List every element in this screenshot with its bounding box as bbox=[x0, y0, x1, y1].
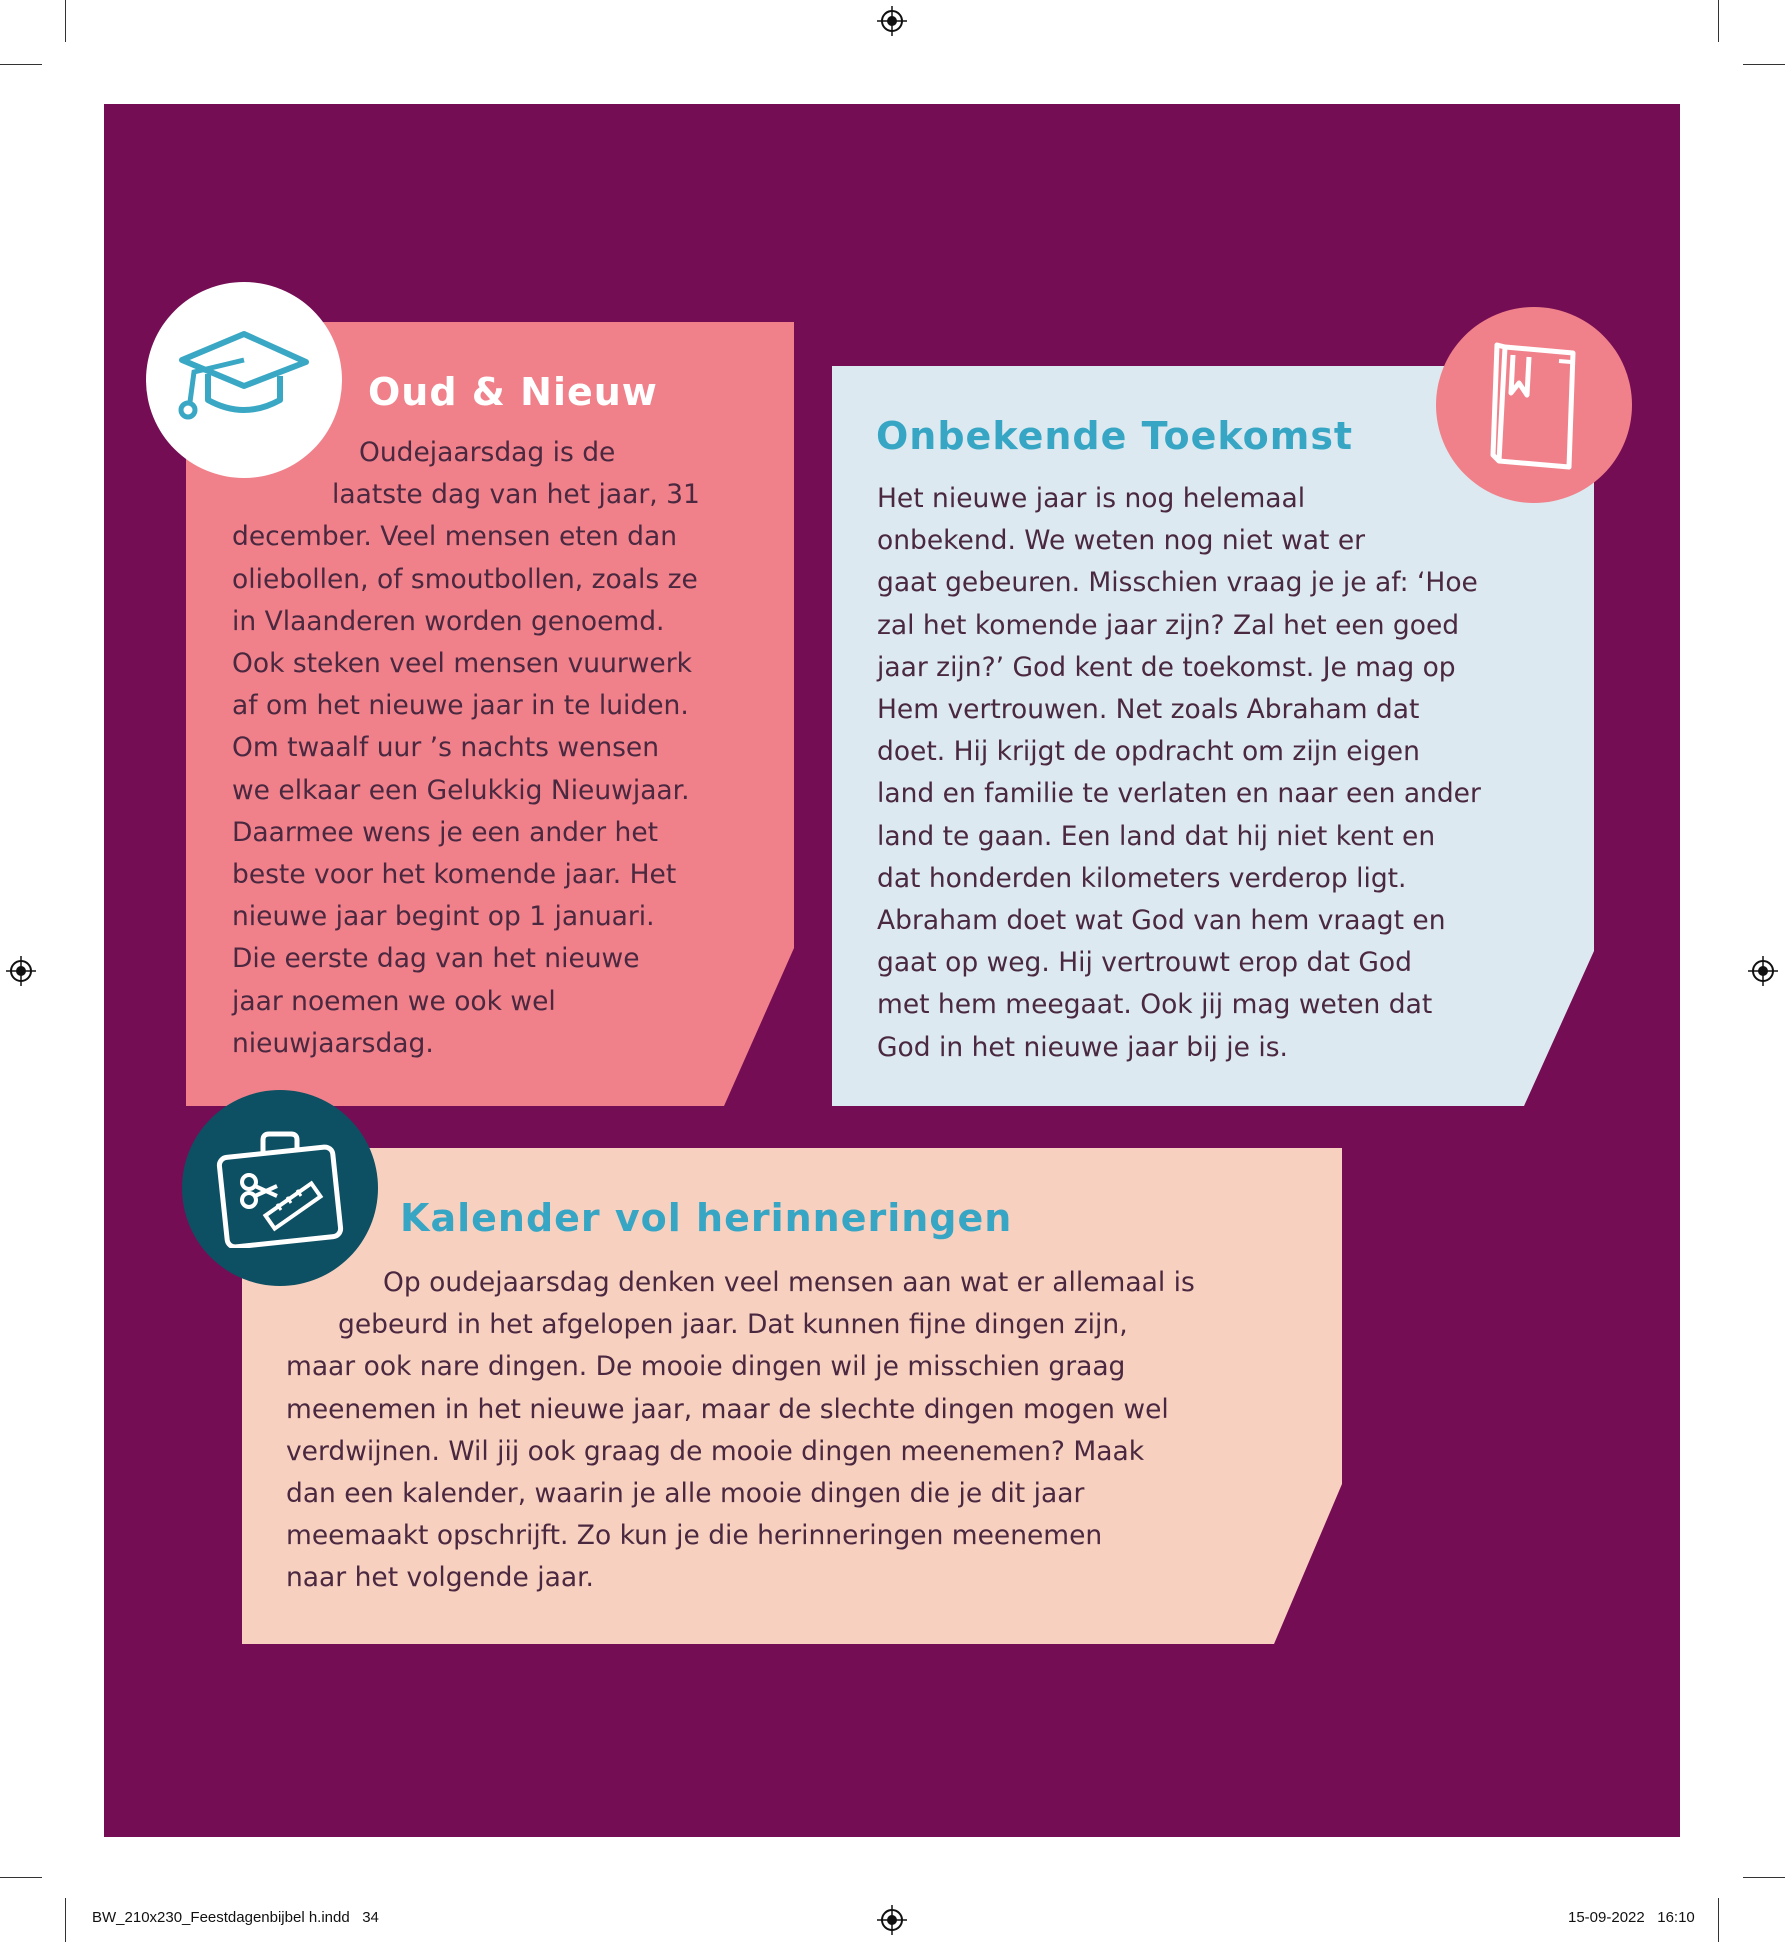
registration-mark-icon bbox=[877, 1905, 907, 1935]
text-line: Het nieuwe jaar is nog helemaal bbox=[877, 483, 1306, 514]
text-line: Hem vertrouwen. Net zoals Abraham dat bbox=[877, 694, 1420, 726]
text-line: nieuwjaarsdag. bbox=[232, 1027, 434, 1059]
text-line: land te gaan. Een land dat hij niet kent en bbox=[877, 820, 1436, 852]
text-line: nieuwe jaar begint op 1 januari. bbox=[232, 901, 655, 933]
text-line: laatste dag van het jaar, 31 bbox=[332, 479, 700, 511]
text-line: Abraham doet wat God van hem vraagt en bbox=[877, 905, 1446, 937]
text-line: jaar noemen we ook wel bbox=[232, 985, 556, 1017]
text-line: we elkaar een Gelukkig Nieuwjaar. bbox=[232, 774, 690, 806]
text-line: gebeurd in het afgelopen jaar. Dat kunnen fijne dingen zijn, bbox=[338, 1309, 1128, 1341]
panel-body bbox=[877, 478, 1481, 1069]
text-line: oliebollen, of smoutbollen, zoals ze bbox=[232, 563, 698, 595]
text-line: doet. Hij krijgt de opdracht om zijn eigen bbox=[877, 736, 1420, 768]
panel-body bbox=[232, 432, 700, 1065]
text-line: onbekend. We weten nog niet wat er bbox=[877, 525, 1366, 557]
panel-body bbox=[286, 1262, 1195, 1600]
crop-mark bbox=[0, 1877, 42, 1878]
icon-circle bbox=[182, 1090, 378, 1286]
crop-mark bbox=[1718, 1898, 1719, 1942]
text-line: Oudejaarsdag is de bbox=[359, 437, 616, 468]
text-line: af om het nieuwe jaar in te luiden. bbox=[232, 690, 689, 722]
text-line: Ook steken veel mensen vuurwerk bbox=[232, 648, 692, 680]
text-line: zal het komende jaar zijn? Zal het een goed bbox=[877, 609, 1460, 641]
text-line: maar ook nare dingen. De mooie dingen wil je misschien graag bbox=[286, 1351, 1126, 1383]
text-line: in Vlaanderen worden genoemd. bbox=[232, 605, 665, 637]
text-line: Op oudejaarsdag denken veel mensen aan wat er allemaal is bbox=[383, 1267, 1195, 1298]
text-line: dan een kalender, waarin je alle mooie dingen die je dit jaar bbox=[286, 1478, 1085, 1510]
page-background bbox=[104, 104, 1680, 1837]
text-line: gaat gebeuren. Misschien vraag je je af: ‘Hoe bbox=[877, 567, 1478, 599]
text-line: Die eerste dag van het nieuwe bbox=[232, 943, 640, 975]
registration-mark-icon bbox=[877, 6, 907, 36]
crop-mark bbox=[0, 64, 42, 65]
crop-mark bbox=[65, 0, 66, 42]
crop-mark bbox=[65, 1898, 66, 1942]
text-line: meenemen in het nieuwe jaar, maar de slechte dingen mogen wel bbox=[286, 1393, 1169, 1425]
text-line: naar het volgende jaar. bbox=[286, 1562, 594, 1594]
footer-file-name: BW_210x230_Feestdagenbijbel h.indd 34 bbox=[92, 1909, 379, 1926]
text-line: Daarmee wens je een ander het bbox=[232, 816, 659, 848]
text-line: dat honderden kilometers verderop ligt. bbox=[877, 862, 1407, 894]
text-line: meemaakt opschrijft. Zo kun je die herinneringen meenemen bbox=[286, 1520, 1103, 1552]
text-line: Om twaalf uur ’s nachts wensen bbox=[232, 732, 660, 764]
icon-circle bbox=[146, 282, 342, 478]
panel-title: Onbekende Toekomst bbox=[876, 414, 1354, 458]
text-line: december. Veel mensen eten dan bbox=[232, 521, 678, 553]
text-line: land en familie te verlaten en naar een ander bbox=[877, 778, 1481, 810]
panel-title: Kalender vol herinneringen bbox=[400, 1196, 1013, 1240]
text-line: beste voor het komende jaar. Het bbox=[232, 859, 677, 891]
graduation-cap-icon bbox=[164, 320, 324, 440]
registration-mark-icon bbox=[6, 956, 36, 986]
crop-mark bbox=[1743, 64, 1785, 65]
panel-title: Oud & Nieuw bbox=[368, 370, 658, 414]
text-line: gaat op weg. Hij vertrouwt erop dat God bbox=[877, 947, 1412, 979]
crop-mark bbox=[1743, 1877, 1785, 1878]
registration-mark-icon bbox=[1748, 956, 1778, 986]
icon-circle bbox=[1436, 307, 1632, 503]
panel-kalender bbox=[242, 1148, 1342, 1644]
craft-kit-icon bbox=[215, 1128, 345, 1248]
text-line: God in het nieuwe jaar bij je is. bbox=[877, 1031, 1288, 1063]
text-line: verdwijnen. Wil jij ook graag de mooie dingen meenemen? Maak bbox=[286, 1435, 1145, 1467]
crop-mark bbox=[1718, 0, 1719, 42]
text-line: met hem meegaat. Ook jij mag weten dat bbox=[877, 989, 1433, 1021]
book-icon bbox=[1479, 335, 1589, 475]
footer-timestamp: 15-09-2022 16:10 bbox=[1568, 1909, 1695, 1926]
text-line: jaar zijn?’ God kent de toekomst. Je mag op bbox=[877, 651, 1456, 683]
